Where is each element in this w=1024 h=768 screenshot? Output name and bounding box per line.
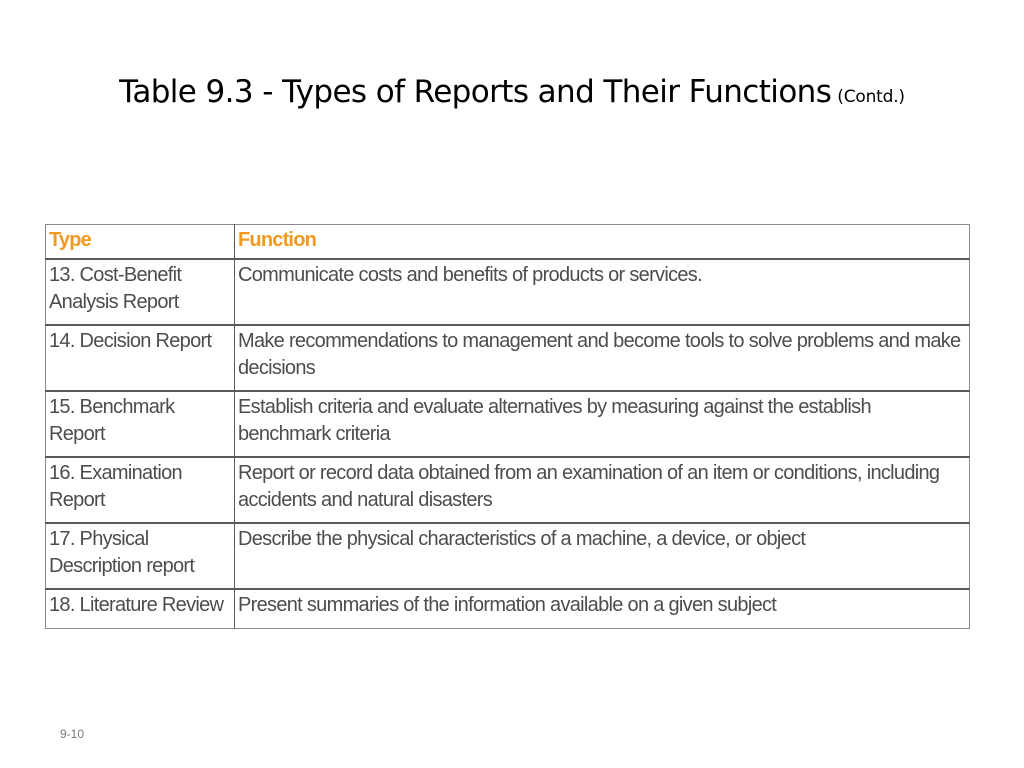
table-row <box>46 391 970 457</box>
type-cell: 13. Cost-Benefit Analysis Report <box>46 259 235 325</box>
table-row <box>46 259 970 325</box>
function-cell: Establish criteria and evaluate alternatives by measuring against the establish benchmark criteria <box>235 391 970 457</box>
title-suffix: (Contd.) <box>837 87 905 107</box>
table-header-row <box>46 225 970 259</box>
column-header-function: Function <box>235 225 970 259</box>
slide-number: 9-10 <box>60 727 85 741</box>
function-cell: Present summaries of the information available on a given subject <box>235 589 970 629</box>
function-cell: Report or record data obtained from an examination of an item or conditions, including accidents and natural disasters <box>235 457 970 523</box>
type-cell: 17. Physical Description report <box>46 523 235 589</box>
column-header-type: Type <box>46 225 235 259</box>
function-cell: Communicate costs and benefits of products or services. <box>235 259 970 325</box>
slide-title <box>0 74 1024 110</box>
type-cell: 16. Examination Report <box>46 457 235 523</box>
type-cell: 18. Literature Review <box>46 589 235 629</box>
type-cell: 15. Benchmark Report <box>46 391 235 457</box>
table-row <box>46 523 970 589</box>
table-row <box>46 325 970 391</box>
title-text: Table 9.3 - Types of Reports and Their Functions <box>119 74 832 110</box>
function-cell: Describe the physical characteristics of a machine, a device, or object <box>235 523 970 589</box>
table-row <box>46 589 970 629</box>
table-row <box>46 457 970 523</box>
type-cell: 14. Decision Report <box>46 325 235 391</box>
function-cell: Make recommendations to management and become tools to solve problems and make decisions <box>235 325 970 391</box>
report-types-table <box>45 224 970 629</box>
